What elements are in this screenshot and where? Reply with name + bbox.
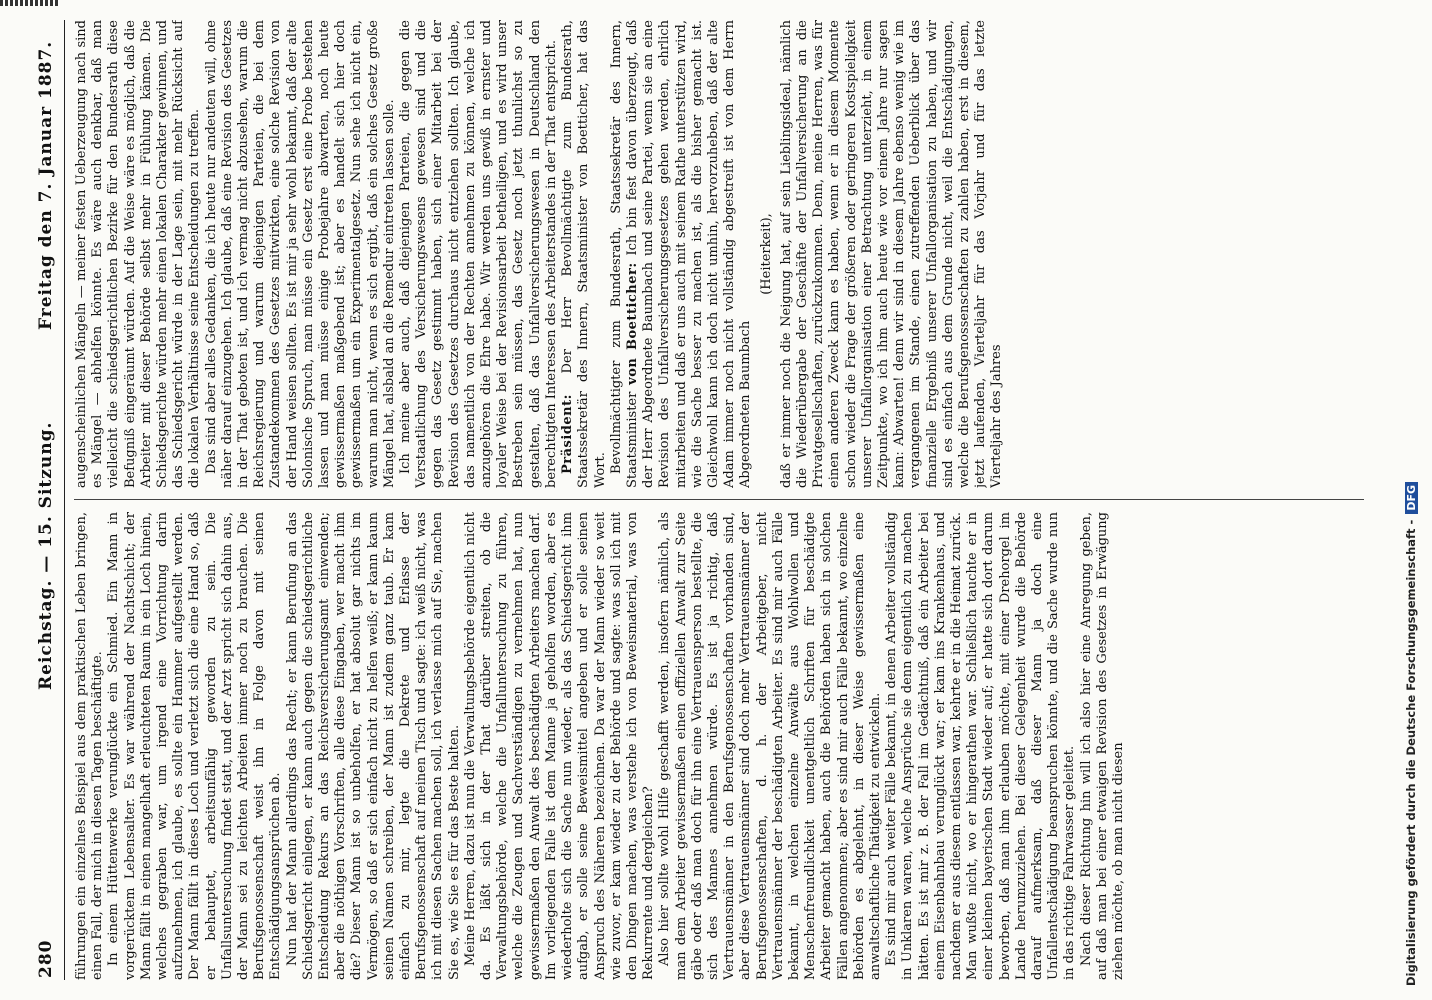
left-column [74, 512, 1370, 980]
paragraph: Also hier sollte wohl Hilfe geschafft werden, insofern nämlich, als man dem Arbeiter gewissermaßen einen offiziellen Anwalt zur Seite gäbe oder daß man doch für ihn eine Vertrauensperson bestellte, die sich des Mannes annehmen würde. Es ist ja richtig, daß Vertrauensmänner in den Berufsgenossenschaften vorhanden sind, aber diese Vertrauensmänner sind doch mehr Vertrauensmänner der Berufsgenossenschaften, d. h. der Arbeitgeber, nicht Vertrauensmänner der beschädigten Arbeiter. Es sind mir auch Fälle bekannt, in welchen einzelne Anwälte aus Wohlwollen und Menschenfreundlichkeit unentgeltlich Schriften für beschädigte Arbeiter gemacht haben, auch die Behörden haben sich in solchen Fällen angenommen; aber es sind mir auch Fälle bekannt, wo einzelne Behörden es abgelehnt, in dieser Weise gewissermaßen eine anwaltschaftliche Thätigkeit zu entwickeln. [657, 512, 883, 980]
paragraph: Es sind mir auch weiter Fälle bekannt, in denen Arbeiter vollständig in Unklaren waren, welche Ansprüche sie denn eigentlich zu machen hätten. Es ist mir z. B. der Fall im Gedächtniß, daß ein Arbeiter bei einem Eisenbahnbau verunglückt war; er kam ins Krankenhaus, und nachdem er aus diesem entlassen war, kehrte er in die Heimat zurück. Man wußte nicht, wo er hingerathen war. Schließlich tauchte er in einer kleinen bayerischen Stadt wieder auf; er hatte sich dort darum beworben, daß man ihm erlauben möchte, mit einer Drehorgel im Lande herumzuziehen. Bei dieser Gelegenheit wurde die Behörde darauf aufmerksam, daß dieser Mann ja doch eine Unfallentschädigung beanspruchen könnte, und die Sache wurde nun in das richtige Fahrwasser geleitet. [884, 512, 1078, 980]
dfg-logo: DFG [1405, 482, 1418, 514]
column-divider [74, 499, 1364, 500]
speaker-minister: von Boetticher: [624, 262, 640, 385]
paragraph: In einem Hüttenwerke verunglückte ein Schmied. Ein Mann in vorgerücktem Lebensalter. Es war während der Nachtschicht; der Mann fällt in einen mangelhaft erleuchteten Raum in ein Loch hinein, welches gegraben war, um irgend eine Vorrichtung darin aufzunehmen, ich glaube, es sollte ein Hammer aufgestellt werden. Der Mann fällt in dieses Loch und verletzt sich die eine Hand so, daß er behauptet, arbeitsunfähig geworden zu sein. Die Unfallsuntersuchung findet statt, und der Arzt spricht sich dahin aus, der Mann sei zu leichten Arbeiten immer noch zu brauchen. Die Berufsgenossenschaft weist ihn in Folge davon mit seinen Entschädigungsansprüchen ab. [106, 512, 284, 980]
paragraph: Ich meine aber auch, daß diejenigen Parteien, die gegen die Verstaatlichung des Versicherungswesens gewesen sind und die gegen das Gesetz gestimmt haben, sich einer Mitarbeit bei der Revision des Gesetzes durchaus nicht entziehen sollten. Ich glaube, das namentlich von der Rechten annehmen zu können, welche ich anzugehören die Ehre habe. Wir werden uns gewiß in ernster und loyaler Weise bei der Revisionsarbeit betheiligen, und es wird unser Bestreben sein müssen, das Gesetz noch jetzt thunlichst so zu gestalten, daß das Unfallversicherungswesen in Deutschland den berechtigten Interessen des Arbeiterstandes in der That entspricht. [398, 20, 559, 488]
paragraph: daß er immer noch die Neigung hat, auf sein Lieblingsideal, nämlich die Wiederübergabe der Geschäfte der Unfallversicherung an die Privatgesellschaften, zurückzukommen. Denn, meine Herren, was für einen anderen Zweck kann es haben, wenn er in diesem Momente schon wieder die Frage der größeren oder geringeren Kostspieligkeit unserer Unfallorganisation einer Betrachtung unterzieht, in einem Zeitpunkte, wo ich ihm auch heute wie vor einem Jahre nur sagen kann: Abwarten! denn wir sind in diesem Jahre ebenso wenig wie im vergangenen im Stande, einen zutreffenden Ueberblick über das finanzielle Ergebniß unserer Unfallorganisation zu haben, und wir sind es einfach aus dem Grunde nicht, weil die Entschädigungen, welche die Berufsgenossenschaften zu zahlen haben, erst in diesem, jetzt laufenden, Vierteljahr für das Vorjahr und für das letzte Vierteljahr des Jahres [778, 20, 1005, 488]
paragraph: führungen ein einzelnes Beispiel aus dem praktischen Leben bringen, einen Fall, der mich in diesen Tagen beschäftigte. [74, 512, 106, 980]
minister-statement [609, 20, 755, 488]
digitization-credit [1404, 6, 1422, 986]
rotated-document-page [30, 20, 1380, 980]
stage-direction: (Heiterkeit), [758, 213, 774, 295]
paragraph: Nun hat der Mann allerdings das Recht; er kann Berufung an das Schiedsgericht einlegen, er kann auch gegen die schiedsgerichtliche Entscheidung Rekurs an das Reichsversicherungsamt einwenden; aber die nöthigen Vorschriften, alle diese Eingaben, wer macht ihm die? Dieser Mann ist so unbeholfen, er hat absolut gar nichts im Vermögen, so daß er sich einfach nicht zu helfen weiß; er kann kaum seinen Namen schreiben, der Mann ist zudem ganz taub. Er kam einfach zu mir, legte die Dekrete und Erlasse der Berufsgenossenschaft auf meinen Tisch und sagte: ich weiß nicht, was ich mit diesen Sachen machen soll, ich verlasse mich auf Sie, machen Sie es, wie Sie es für das Beste halten. [284, 512, 462, 980]
right-column [74, 20, 1370, 488]
minister-intro: Bevollmächtigter zum Bundesrath, Staatssekretär des Innern, Staatsminister [608, 20, 640, 488]
session-title: Reichstag. — 15. Sitzung. [36, 421, 56, 690]
paragraph: Meine Herren, dazu ist nun die Verwaltungsbehörde eigentlich nicht da. Es läßt sich in der That darüber streiten, ob die Verwaltungsbehörde, welche die Unfalluntersuchung zu führen, welche die Zeugen und Sachverständigen zu vernehmen hat, nun gewissermaßen den Anwalt des beschädigten Arbeiters machen darf. Im vorliegenden Falle ist dem Manne ja geholfen worden, aber es wiederholte sich die Sache nun wieder, als das Schiedsgericht ihm aufgab, er solle seine Beweismittel angeben und er solle seinen Anspruch des Näheren bezeichnen. Da war der Mann wieder so weit wie zuvor, er kam wieder zu der Behörde und sagte: was soll ich mit den Dingen machen, was verstehe ich von Beweismaterial, was von Rekurrente und dergleichen? [462, 512, 657, 980]
paragraph: Das sind aber alles Gedanken, die ich heute nur andeuten will, ohne näher darauf einzugehen. Ich glaube, daß eine Revision des Gesetzes in der That geboten ist, und ich vermag nicht abzusehen, warum die Reichsregierung und warum diejenigen Parteien, die bei dem Zustandekommen des Gesetzes mitwirkten, eine solche Revision von der Hand weisen sollten. Es ist mir ja sehr wohl bekannt, daß der alte Solonische Spruch, man müsse ein Gesetz erst eine Probe bestehen lassen und man müsse einige Probejahre abwarten, noch heute gewissermaßen maßgebend ist; aber es handelt sich hier doch gewissermaßen um ein Experimentalgesetz. Nun sehe ich nicht ein, warum man nicht, wenn es sich ergibt, daß ein solches Gesetz große Mängel hat, alsbald an die Remedur eintreten lassen solle. [203, 20, 397, 488]
page-header [30, 20, 65, 980]
page-number: 280 [36, 939, 56, 978]
credit-text: Digitalisierung gefördert durch die Deutsche Forschungsgemeinschaft - [1404, 519, 1418, 986]
session-date: Freitag den 7. Januar 1887. [36, 40, 56, 330]
scan-corner-mark [0, 0, 60, 6]
president-text: Der Herr Bevollmächtigte zum Bundesrath, Staatssekretär des Innern, Staatsminister von Boetticher, hat das Wort. [560, 20, 608, 488]
speaker-president: Präsident: [560, 394, 576, 474]
paragraph: Nach dieser Richtung hin will ich also hier eine Anregung geben, auf daß man bei einer etwaigen Revision des Gesetzes in Erwägung ziehen möchte, ob man nicht diesen [1078, 512, 1126, 980]
paragraph: augenscheinlichen Mängeln — meiner festen Ueberzeugung nach sind es Mängel — abhelfen könnte. Es wäre auch denkbar, daß man vielleicht die schiedsgerichtlichen Bezirke für den Bundesrath diese Befugniß eingeräumt würden. Auf die Weise wäre es möglich, daß die Arbeiter mit dieser Behörde selbst mehr in Fühlung kämen. Die Schiedsgerichte würden mehr einen lokalen Charakter gewinnen, und das Schiedsgericht würde in der Lage sein, mit mehr Rücksicht auf die lokalen Verhältnisse seine Entscheidungen zu treffen. [74, 20, 203, 488]
president-statement [560, 20, 609, 488]
minister-text: Ich bin fest davon überzeugt, daß der Herr Abgeordnete Baumbach und seine Partei, wenn sie an eine Revision des Unfallversicherungsgesetzes gehen werden, ehrlich mitarbeiten und daß er uns auch mit seinem Rathe unterstützen wird, wie die Sache besser zu machen ist, als die bisher gemacht ist. Gleichwohl kann ich doch nicht umhin, hervorzuheben, daß der alte Adam immer noch nicht vollständig abgestreift ist von dem Herrn Abgeordneten Baumbach [624, 20, 754, 488]
